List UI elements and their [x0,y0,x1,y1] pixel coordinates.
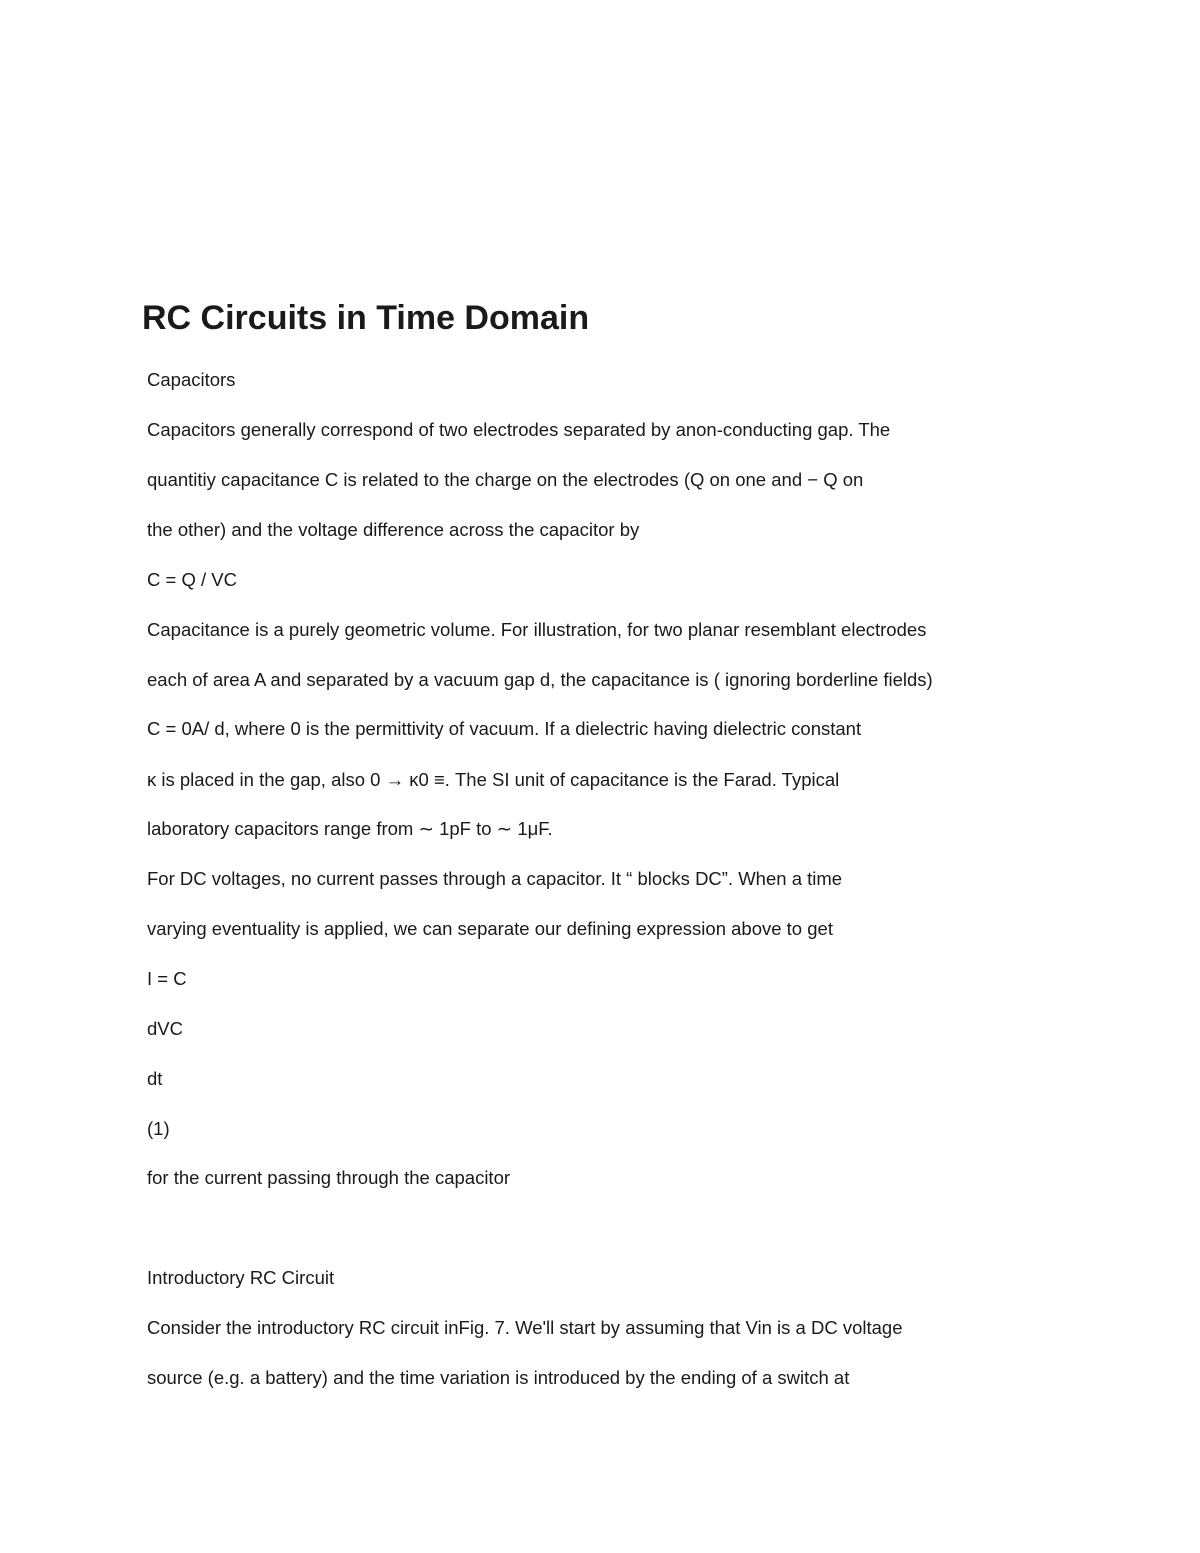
paragraph-line: each of area A and separated by a vacuum gap d, the capacitance is ( ignoring borderline fields) [147,669,933,690]
equation-line: dVC [147,1018,183,1039]
paragraph-line: For DC voltages, no current passes through a capacitor. It “ blocks DC”. When a time [147,868,843,889]
section-heading-introductory-rc-circuit: Introductory RC Circuit [147,1267,335,1288]
equation-line: I = C [147,968,187,989]
paragraph-line: the other) and the voltage difference across the capacitor by [147,519,640,540]
paragraph-line: κ is placed in the gap, also 0 → κ0 ≡. The SI unit of capacitance is the Farad. Typical [147,769,840,790]
paragraph-line: Capacitors generally correspond of two electrodes separated by anon-conducting gap. The [147,419,891,440]
paragraph-line: Consider the introductory RC circuit inFig. 7. We'll start by assuming that Vin is a DC voltage [147,1317,903,1338]
paragraph-line: varying eventuality is applied, we can separate our defining expression above to get [147,918,833,939]
paragraph-line: for the current passing through the capacitor [147,1167,511,1188]
equation-line: C = Q / VC [147,569,237,590]
section-heading-capacitors: Capacitors [147,369,236,390]
paragraph-line: quantitiy capacitance C is related to the charge on the electrodes (Q on one and − Q on [147,469,864,490]
equation-line: dt [147,1068,163,1089]
paragraph-line: Capacitance is a purely geometric volume. For illustration, for two planar resemblant electrodes [147,619,927,640]
document-title: RC Circuits in Time Domain [142,299,590,337]
paragraph-line: source (e.g. a battery) and the time variation is introduced by the ending of a switch at [147,1367,850,1388]
equation-number: (1) [147,1118,170,1139]
paragraph-line: laboratory capacitors range from ∼ 1pF to ∼ 1μF. [147,818,553,839]
paragraph-line: C = 0A/ d, where 0 is the permittivity of vacuum. If a dielectric having dielectric constant [147,718,862,739]
